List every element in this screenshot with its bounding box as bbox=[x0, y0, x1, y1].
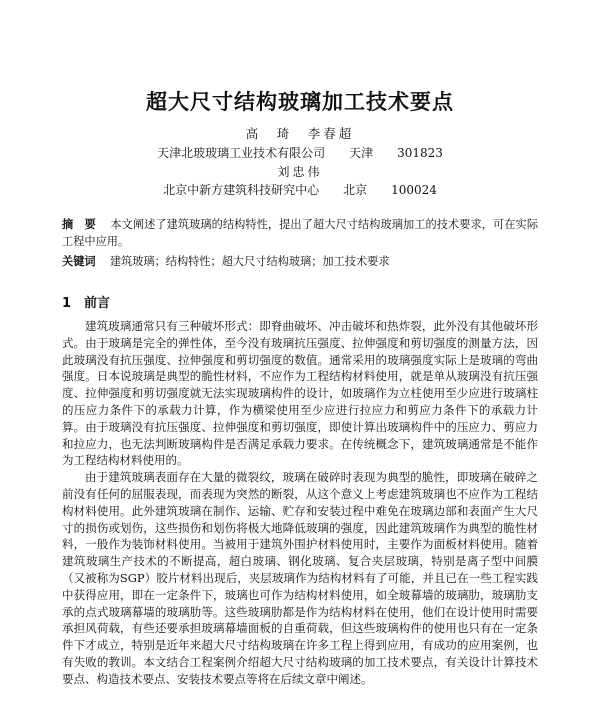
abstract-label: 摘 要 bbox=[62, 218, 96, 231]
abstract-text: 本文阐述了建筑玻璃的结构特性，提出了超大尺寸结构玻璃加工的技术要求，可在实际工程中应用。 bbox=[62, 218, 539, 248]
affiliation-1: 天津北玻玻璃工业技术有限公司 天津 301823 bbox=[157, 146, 443, 160]
keywords-text: 建筑玻璃；结构特性；超大尺寸结构玻璃；加工技术要求 bbox=[109, 255, 390, 268]
keywords bbox=[62, 254, 538, 270]
affiliation-2: 北京中新方建筑科技研究中心 北京 100024 bbox=[163, 183, 437, 197]
abstract bbox=[62, 217, 538, 250]
author-2: 刘忠伟 bbox=[277, 165, 323, 179]
authors-line: 高 琦 李春超 bbox=[245, 126, 355, 141]
keywords-label: 关键词 bbox=[62, 255, 96, 268]
paper-title: 超大尺寸结构玻璃加工技术要点 bbox=[146, 90, 454, 114]
body-text bbox=[62, 318, 538, 688]
paragraph: 由于建筑玻璃表面存在大量的微裂纹，玻璃在破碎时表现为典型的脆性，即玻璃在破碎之前没有任何的屈服表现，而表现为突然的断裂，从这个意义上考虑建筑玻璃也不应作为工程结构材料使用。此外建筑玻璃在制作、运输、贮存和安装过程中难免在玻璃边部和表面产生大尺寸的损伤或划伤，这些损伤和划伤将极大地降低玻璃的强度，因此建筑玻璃作为典型的脆性材料，一般作为装饰材料使用。当被用于建筑外围护材料使用时，主要作为面板材料使用。随着建筑玻璃生产技术的不断提高，超白玻璃、钢化玻璃、复合夹层玻璃，特别是离子型中间膜（又被称为SGP）胶片材料出现后，夹层玻璃作为结构材料有了可能，并且已在一些工程实践中获得应用，即在一定条件下，玻璃也可作为结构材料使用，如全玻幕墙的玻璃肋，玻璃肋支承的点式玻璃幕墙的玻璃肋等。这些玻璃肋都是作为结构材料在使用，他们在设计使用时需要承担风荷载，有些还要承担玻璃幕墙面板的自重荷载，但这些玻璃构件的使用也只有在一定条件下才成立，特别是近年来超大尺寸结构玻璃在许多工程上得到应用，有成功的应用案例，也有失败的教训。本文结合工程案例介绍超大尺寸结构玻璃的加工技术要点，有关设计计算技术要点、构造技术要点、安装技术要点等将在后续文章中阐述。 bbox=[62, 470, 538, 686]
section-heading: 1 前言 bbox=[62, 296, 111, 311]
paragraph: 建筑玻璃通常只有三种破坏形式：即脊曲破坏、冲击破坏和热炸裂，此外没有其他破坏形式。由于玻璃是完全的弹性体，至今没有玻璃抗压强度、拉伸强度和剪切强度的测量方法，因此玻璃没有抗压强度、拉伸强度和剪切强度的数值。通常采用的玻璃强度实际上是玻璃的弯曲强度。日本说玻璃是典型的脆性材料，不应作为工程结构材料使用，就是单从玻璃没有抗压强度、拉伸强度和剪切强度就无法实现玻璃构件的设计，如玻璃作为立柱使用至少应进行玻璃柱的压应力条件下的承载力计算，作为横梁使用至少应进行拉应力和剪应力条件下的承载力计算。由于玻璃没有抗压强度、拉伸强度和剪切强度，即使计算出玻璃构件中的压应力、剪应力和拉应力，也无法判断玻璃构件是否满足承载力要求。在传统概念下，建筑玻璃通常是不能作为工程结构材料使用的。 bbox=[62, 319, 538, 468]
